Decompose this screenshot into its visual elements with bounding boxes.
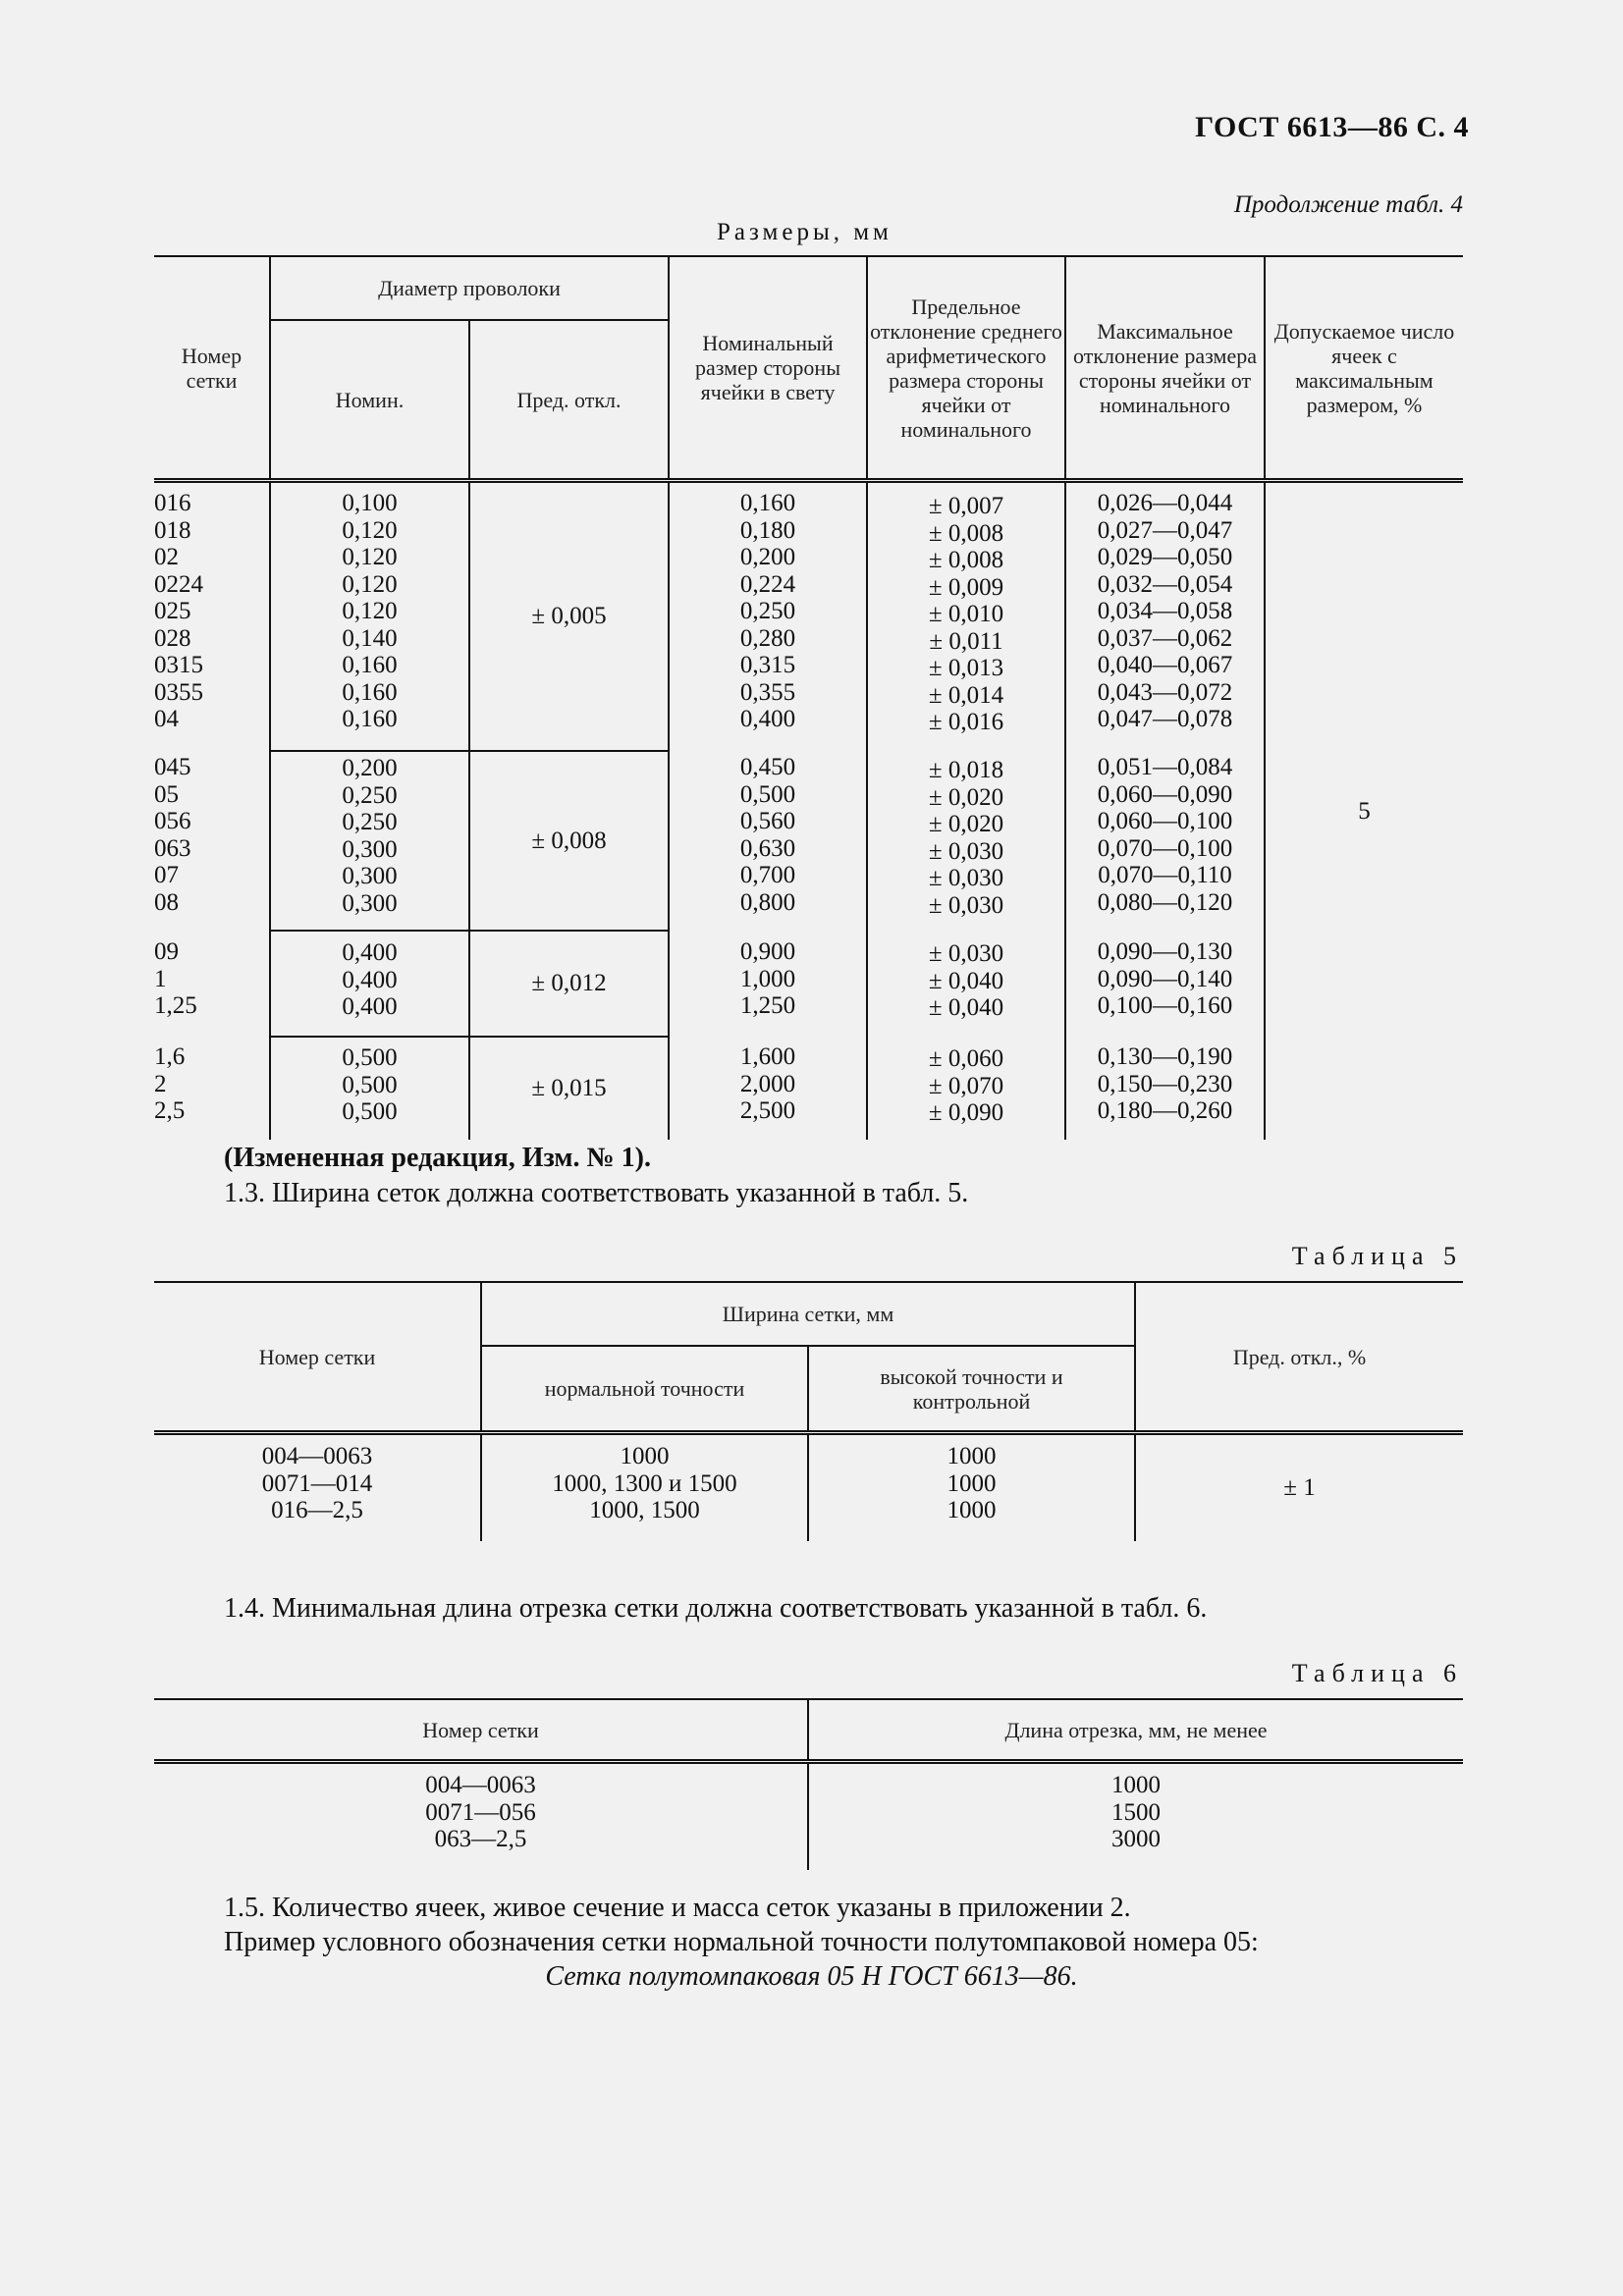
- list-item: 2: [154, 1070, 167, 1097]
- header-length: Длина отрезка, мм, не менее: [808, 1699, 1463, 1762]
- list-item: 1,000: [739, 965, 796, 992]
- header-nominal: Номин.: [270, 320, 469, 481]
- header-mesh-number: Номер сетки: [154, 256, 270, 481]
- list-item: 1000: [947, 1443, 997, 1469]
- limit-deviation-list: [867, 751, 1065, 931]
- list-item: 08: [154, 888, 179, 916]
- size-list: [669, 751, 867, 931]
- list-item: 0,250: [342, 781, 398, 809]
- mesh-number-list: [154, 481, 270, 752]
- list-item: 0,037—0,062: [1097, 624, 1233, 652]
- list-item: ± 0,010: [928, 601, 1004, 627]
- limit-deviation-list: [867, 481, 1065, 752]
- list-item: 1500: [1111, 1798, 1161, 1826]
- list-item: 0,900: [739, 938, 796, 965]
- list-item: 0,500: [739, 780, 796, 808]
- header-max-deviation: Максимальное отклонение размера стороны ячейки от номинального: [1065, 256, 1265, 481]
- list-item: 2,000: [739, 1070, 796, 1097]
- list-item: 1: [154, 965, 167, 992]
- list-item: 0,032—0,054: [1097, 570, 1233, 598]
- list-item: 0,180—0,260: [1097, 1097, 1233, 1124]
- table-4: [154, 255, 1463, 1140]
- mesh-number-list: [154, 1037, 270, 1140]
- table-5: [154, 1281, 1463, 1541]
- list-item: 0,060—0,090: [1097, 780, 1233, 808]
- list-item: 0224: [154, 570, 203, 598]
- list-item: ± 0,007: [928, 493, 1004, 519]
- list-item: 05: [154, 780, 179, 808]
- mesh-number-list: [154, 1433, 481, 1542]
- table-continuation-label: Продолжение табл. 4: [1233, 191, 1463, 218]
- list-item: 0,300: [342, 889, 398, 917]
- list-item: 0,120: [342, 598, 398, 624]
- list-item: 0,160: [342, 678, 398, 706]
- list-item: ± 0,030: [928, 865, 1004, 891]
- list-item: 018: [154, 516, 191, 544]
- length-list: [808, 1762, 1463, 1871]
- list-item: ± 0,040: [928, 967, 1004, 994]
- list-item: ± 0,040: [928, 994, 1004, 1021]
- list-item: 1,25: [154, 992, 197, 1019]
- list-item: 0071—014: [261, 1469, 373, 1497]
- list-item: 0,150—0,230: [1097, 1070, 1233, 1097]
- list-item: 0315: [154, 652, 203, 678]
- list-item: ± 0,060: [928, 1045, 1004, 1072]
- list-item: 1000, 1500: [589, 1497, 700, 1523]
- high-width-list: [808, 1433, 1135, 1542]
- list-item: 0,051—0,084: [1097, 754, 1233, 780]
- list-item: 045: [154, 754, 191, 780]
- list-item: 0,500: [342, 1044, 398, 1071]
- list-item: 0,100: [342, 490, 398, 516]
- table-6-caption: Таблица 6: [1291, 1659, 1463, 1687]
- size-list: [669, 1037, 867, 1140]
- tolerance-value: ± 1: [1135, 1433, 1463, 1542]
- limit-deviation-list: [867, 931, 1065, 1037]
- list-item: 1000: [620, 1443, 670, 1469]
- list-item: 0,200: [342, 755, 398, 781]
- diameter-list: [270, 1037, 469, 1140]
- table-units-label: Размеры, мм: [717, 219, 893, 245]
- header-mesh-number: Номер сетки: [154, 1282, 481, 1433]
- size-list: [669, 931, 867, 1037]
- list-item: ± 0,020: [928, 811, 1004, 837]
- list-item: 0,500: [342, 1071, 398, 1098]
- list-item: 0,120: [342, 570, 398, 598]
- list-item: 0,400: [342, 966, 398, 993]
- table-6: [154, 1698, 1463, 1870]
- list-item: 04: [154, 706, 179, 732]
- list-item: 0,700: [739, 862, 796, 888]
- revision-note: (Измененная редакция, Изм. № 1).: [224, 1143, 651, 1173]
- list-item: 0,034—0,058: [1097, 598, 1233, 624]
- header-high-accuracy: высокой точности и контрольной: [808, 1346, 1135, 1433]
- list-item: ± 0,008: [928, 547, 1004, 573]
- list-item: ± 0,030: [928, 940, 1004, 967]
- example-intro: Пример условного обозначения сетки нормальной точности полутомпаковой номера 05:: [224, 1927, 1259, 1957]
- page-header: ГОСТ 6613—86 С. 4: [1195, 111, 1469, 143]
- list-item: 0,224: [739, 570, 796, 598]
- list-item: 0,070—0,100: [1097, 834, 1233, 862]
- list-item: 063: [154, 834, 191, 862]
- list-item: 0355: [154, 678, 203, 706]
- list-item: 0,120: [342, 544, 398, 570]
- limit-deviation-list: [867, 1037, 1065, 1140]
- header-allowed-count: Допускаемое число ячеек с максимальным размером, %: [1265, 256, 1463, 481]
- list-item: ± 0,018: [928, 757, 1004, 783]
- list-item: ± 0,020: [928, 783, 1004, 811]
- list-item: 1000: [947, 1469, 997, 1497]
- list-item: 0,355: [739, 678, 796, 706]
- paragraph-1-3: 1.3. Ширина сеток должна соответствовать указанной в табл. 5.: [224, 1178, 969, 1208]
- paragraph-1-4: 1.4. Минимальная длина отрезка сетки должна соответствовать указанной в табл. 6.: [224, 1593, 1208, 1624]
- mesh-number-list: [154, 1762, 808, 1871]
- tolerance-value: ± 0,008: [469, 751, 669, 931]
- size-list: [669, 481, 867, 752]
- list-item: ± 0,009: [928, 573, 1004, 601]
- diameter-list: [270, 751, 469, 931]
- max-deviation-list: [1065, 481, 1265, 752]
- list-item: 0,029—0,050: [1097, 544, 1233, 570]
- normal-width-list: [481, 1433, 808, 1542]
- list-item: 0,300: [342, 863, 398, 889]
- table-5-caption: Таблица 5: [1291, 1242, 1463, 1270]
- list-item: 02: [154, 544, 179, 570]
- list-item: ± 0,090: [928, 1099, 1004, 1126]
- list-item: 0,400: [342, 993, 398, 1020]
- header-wire-diameter: Диаметр проволоки: [270, 256, 669, 320]
- header-width: Ширина сетки, мм: [481, 1282, 1135, 1346]
- max-deviation-list: [1065, 751, 1265, 931]
- list-item: 0,500: [342, 1098, 398, 1125]
- list-item: 0,180: [739, 516, 796, 544]
- list-item: ± 0,030: [928, 891, 1004, 919]
- list-item: 0,027—0,047: [1097, 516, 1233, 544]
- list-item: 09: [154, 938, 179, 965]
- list-item: ± 0,011: [929, 627, 1003, 655]
- list-item: 0,160: [739, 490, 796, 516]
- mesh-number-list: [154, 931, 270, 1037]
- list-item: 0,100—0,160: [1097, 992, 1233, 1019]
- list-item: ± 0,014: [928, 681, 1004, 709]
- list-item: ± 0,008: [928, 519, 1004, 547]
- list-item: 0,160: [342, 706, 398, 732]
- list-item: 0,450: [739, 754, 796, 780]
- tolerance-value: ± 0,012: [469, 931, 669, 1037]
- list-item: 07: [154, 862, 179, 888]
- header-mesh-number: Номер сетки: [154, 1699, 808, 1762]
- list-item: ± 0,070: [928, 1072, 1004, 1099]
- list-item: 0,090—0,140: [1097, 965, 1233, 992]
- list-item: 0,280: [739, 624, 796, 652]
- table-row-group: [154, 481, 1463, 752]
- list-item: 0,140: [342, 624, 398, 652]
- header-normal-accuracy: нормальной точности: [481, 1346, 808, 1433]
- list-item: 1,6: [154, 1043, 186, 1070]
- list-item: 0,120: [342, 516, 398, 544]
- list-item: 1,250: [739, 992, 796, 1019]
- mesh-number-list: [154, 751, 270, 931]
- list-item: 0,250: [739, 598, 796, 624]
- list-item: 0,630: [739, 834, 796, 862]
- list-item: 056: [154, 808, 191, 834]
- list-item: 2,5: [154, 1097, 186, 1124]
- table-row: [154, 1762, 1463, 1871]
- diameter-list: [270, 481, 469, 752]
- diameter-list: [270, 931, 469, 1037]
- list-item: 063—2,5: [434, 1826, 527, 1852]
- list-item: 0,160: [342, 652, 398, 678]
- list-item: 004—0063: [425, 1772, 536, 1798]
- list-item: 0,200: [739, 544, 796, 570]
- max-deviation-list: [1065, 1037, 1265, 1140]
- list-item: 016: [154, 490, 191, 516]
- list-item: 0,070—0,110: [1098, 862, 1232, 888]
- list-item: 025: [154, 598, 191, 624]
- list-item: ± 0,030: [928, 837, 1004, 865]
- list-item: 0,090—0,130: [1097, 938, 1233, 965]
- list-item: 1,600: [739, 1043, 796, 1070]
- list-item: ± 0,013: [928, 655, 1004, 681]
- list-item: 0,130—0,190: [1097, 1043, 1233, 1070]
- list-item: 1000: [1111, 1772, 1161, 1798]
- list-item: 1000: [947, 1497, 997, 1523]
- list-item: 0071—056: [425, 1798, 536, 1826]
- list-item: 028: [154, 624, 191, 652]
- header-tolerance: Пред. откл., %: [1135, 1282, 1463, 1433]
- list-item: 0,250: [342, 809, 398, 835]
- allowed-count-value: 5: [1265, 481, 1463, 1141]
- list-item: 0,047—0,078: [1097, 706, 1233, 732]
- list-item: 0,400: [342, 939, 398, 966]
- header-tolerance: Пред. откл.: [469, 320, 669, 481]
- list-item: 004—0063: [261, 1443, 373, 1469]
- max-deviation-list: [1065, 931, 1265, 1037]
- list-item: 0,043—0,072: [1097, 678, 1233, 706]
- tolerance-value: ± 0,005: [469, 481, 669, 752]
- tolerance-value: ± 0,015: [469, 1037, 669, 1140]
- list-item: 0,026—0,044: [1097, 490, 1233, 516]
- paragraph-1-5: 1.5. Количество ячеек, живое сечение и масса сеток указаны в приложении 2.: [224, 1893, 1131, 1923]
- list-item: 0,400: [739, 706, 796, 732]
- list-item: 0,040—0,067: [1097, 652, 1233, 678]
- header-nominal-size: Номинальный размер стороны ячейки в свету: [669, 256, 867, 481]
- list-item: 0,080—0,120: [1097, 888, 1233, 916]
- example-designation: Сетка полутомпаковая 05 Н ГОСТ 6613—86.: [545, 1961, 1078, 1992]
- header-limit-deviation: Предельное отклонение среднего арифметического размера стороны ячейки от номинального: [867, 256, 1065, 481]
- list-item: 3000: [1111, 1826, 1161, 1852]
- list-item: 016—2,5: [271, 1497, 363, 1523]
- table-row: [154, 1433, 1463, 1542]
- list-item: 0,300: [342, 835, 398, 863]
- list-item: 0,315: [739, 652, 796, 678]
- list-item: ± 0,016: [928, 709, 1004, 735]
- list-item: 0,060—0,100: [1097, 808, 1233, 834]
- list-item: 2,500: [739, 1097, 796, 1124]
- list-item: 0,560: [739, 808, 796, 834]
- list-item: 1000, 1300 и 1500: [552, 1469, 737, 1497]
- list-item: 0,800: [739, 888, 796, 916]
